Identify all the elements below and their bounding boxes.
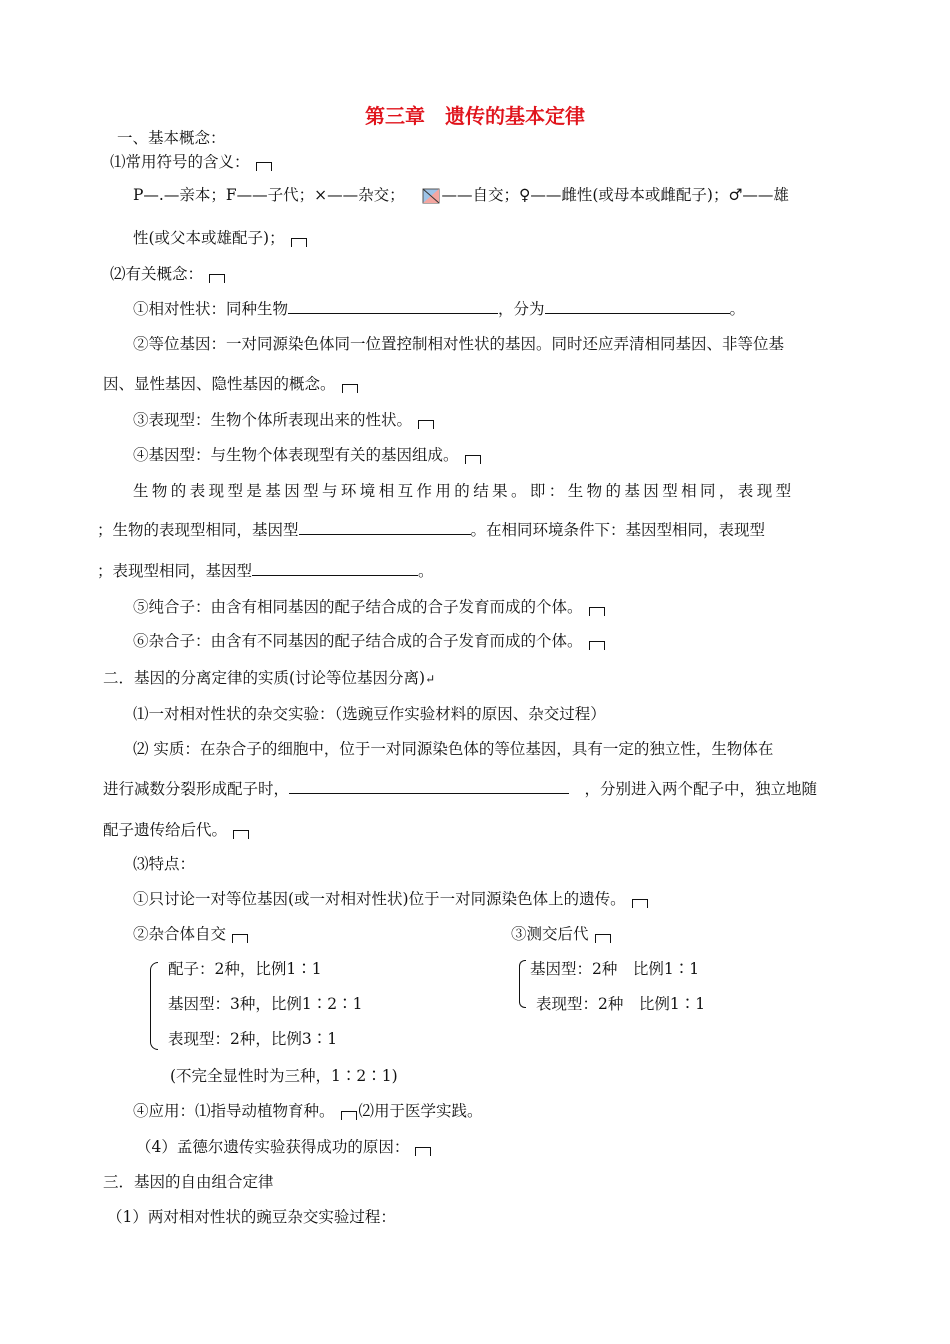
concept-genotype: ④基因型：与生物个体表现型有关的基因组成。	[133, 445, 481, 465]
return-mark-icon: ↵	[425, 672, 436, 686]
essence-line2: 进行减数分裂形成配子时， ，分别进入两个配子中，独立地随	[103, 780, 818, 798]
para-mark-icon	[418, 420, 434, 429]
explanation-line2: ；生物的表现型相同，基因型 。在相同环境条件下：基因型相同，表现型	[97, 521, 766, 539]
selfing-phenotype: 表现型：2种，比例3∶1	[168, 1030, 338, 1048]
para-mark-icon	[232, 934, 248, 943]
para-mark-icon	[415, 1147, 431, 1156]
explanation-line3: ；表现型相同，基因型 。	[97, 562, 434, 580]
selfing-symbol-icon	[422, 188, 440, 204]
concept-relative-trait: ①相对性状：同种生物 ，分为 。	[133, 300, 746, 318]
right-brace	[519, 960, 526, 1008]
concept-homozygote: ⑤纯合子：由含有相同基因的配子结合成的合子发育而成的个体。	[133, 597, 605, 617]
concept-heterozygote: ⑥杂合子：由含有不同基因的配子结合成的合子发育而成的个体。	[133, 631, 605, 651]
para-mark-icon	[465, 455, 481, 464]
concept-allele-line1: ②等位基因：一对同源染色体同一位置控制相对性状的基因。同时还应弄清相同基因、非等位基	[133, 335, 785, 353]
selfing-gametes: 配子：2种，比例1∶1	[168, 960, 322, 978]
page-title: 第三章 遗传的基本定律	[365, 104, 585, 128]
symbols-line-2: 性(或父本或雄配子)；	[133, 228, 307, 248]
application-line: ④应用：⑴指导动植物育种。 ⑵用于医学实践。	[133, 1102, 483, 1120]
hybrid-experiment: ⑴一对相对性状的杂交实验：（选豌豆作实验材料的原因、杂交过程）	[133, 705, 606, 723]
symbols-line-1: P—.—亲本；F——子代；×——杂交； ——自交；♀——雌性(或母本或雌配子)；♂——雄	[133, 186, 789, 204]
blank-allele-separation[interactable]	[289, 779, 569, 794]
left-brace	[150, 962, 158, 1050]
testcross-phenotype: 表现型：2种 比例1∶1	[536, 995, 706, 1013]
testcross-genotype: 基因型：2种 比例1∶1	[530, 960, 700, 978]
essence-line1: ⑵ 实质：在杂合子的细胞中，位于一对同源染色体的等位基因，具有一定的独立性，生物体在	[133, 740, 774, 758]
blank-genotype-1[interactable]	[299, 520, 471, 535]
blank-trait-types[interactable]	[545, 299, 730, 314]
para-mark-icon	[209, 274, 225, 283]
testcross-label: ③测交后代	[511, 924, 611, 944]
concepts-label: ⑵有关概念：	[110, 264, 225, 284]
section1-heading: 一、基本概念：	[117, 129, 226, 147]
para-mark-icon	[256, 162, 272, 171]
selfing-label: ②杂合体自交	[133, 924, 248, 944]
blank-relative-trait[interactable]	[288, 299, 498, 314]
concept-phenotype: ③表现型：生物个体所表现出来的性状。	[133, 410, 434, 430]
essence-line3: 配子遗传给后代。	[103, 820, 249, 840]
symbols-label: ⑴常用符号的含义：	[110, 152, 272, 172]
para-mark-icon	[291, 238, 307, 247]
para-mark-icon	[595, 934, 611, 943]
para-mark-icon	[589, 641, 605, 650]
dihybrid-experiment: （1）两对相对性状的豌豆杂交实验过程：	[107, 1208, 396, 1226]
para-mark-icon	[342, 384, 358, 393]
features-label: ⑶特点：	[133, 855, 196, 873]
blank-genotype-2[interactable]	[252, 561, 418, 576]
concept-allele-line2: 因、显性基因、隐性基因的概念。	[103, 374, 358, 394]
feature-1: ①只讨论一对等位基因(或一对相对性状)位于一对同源染色体上的遗传。	[133, 889, 648, 909]
section2-heading: 二．基因的分离定律的实质(讨论等位基因分离)↵	[103, 669, 436, 687]
section3-heading: 三．基因的自由组合定律	[103, 1173, 274, 1191]
explanation-line1: 生物的表现型是基因型与环境相互作用的结果。即：生物的基因型相同，表现型	[133, 482, 795, 500]
mendel-success-reasons: （4）孟德尔遗传实验获得成功的原因：	[136, 1137, 431, 1157]
para-mark-icon	[341, 1111, 357, 1120]
para-mark-icon	[589, 607, 605, 616]
para-mark-icon	[632, 899, 648, 908]
selfing-genotype: 基因型：3种，比例1∶2∶1	[168, 995, 363, 1013]
incomplete-dominance-note: (不完全显性时为三种，1∶2∶1)	[170, 1067, 398, 1085]
para-mark-icon	[233, 830, 249, 839]
